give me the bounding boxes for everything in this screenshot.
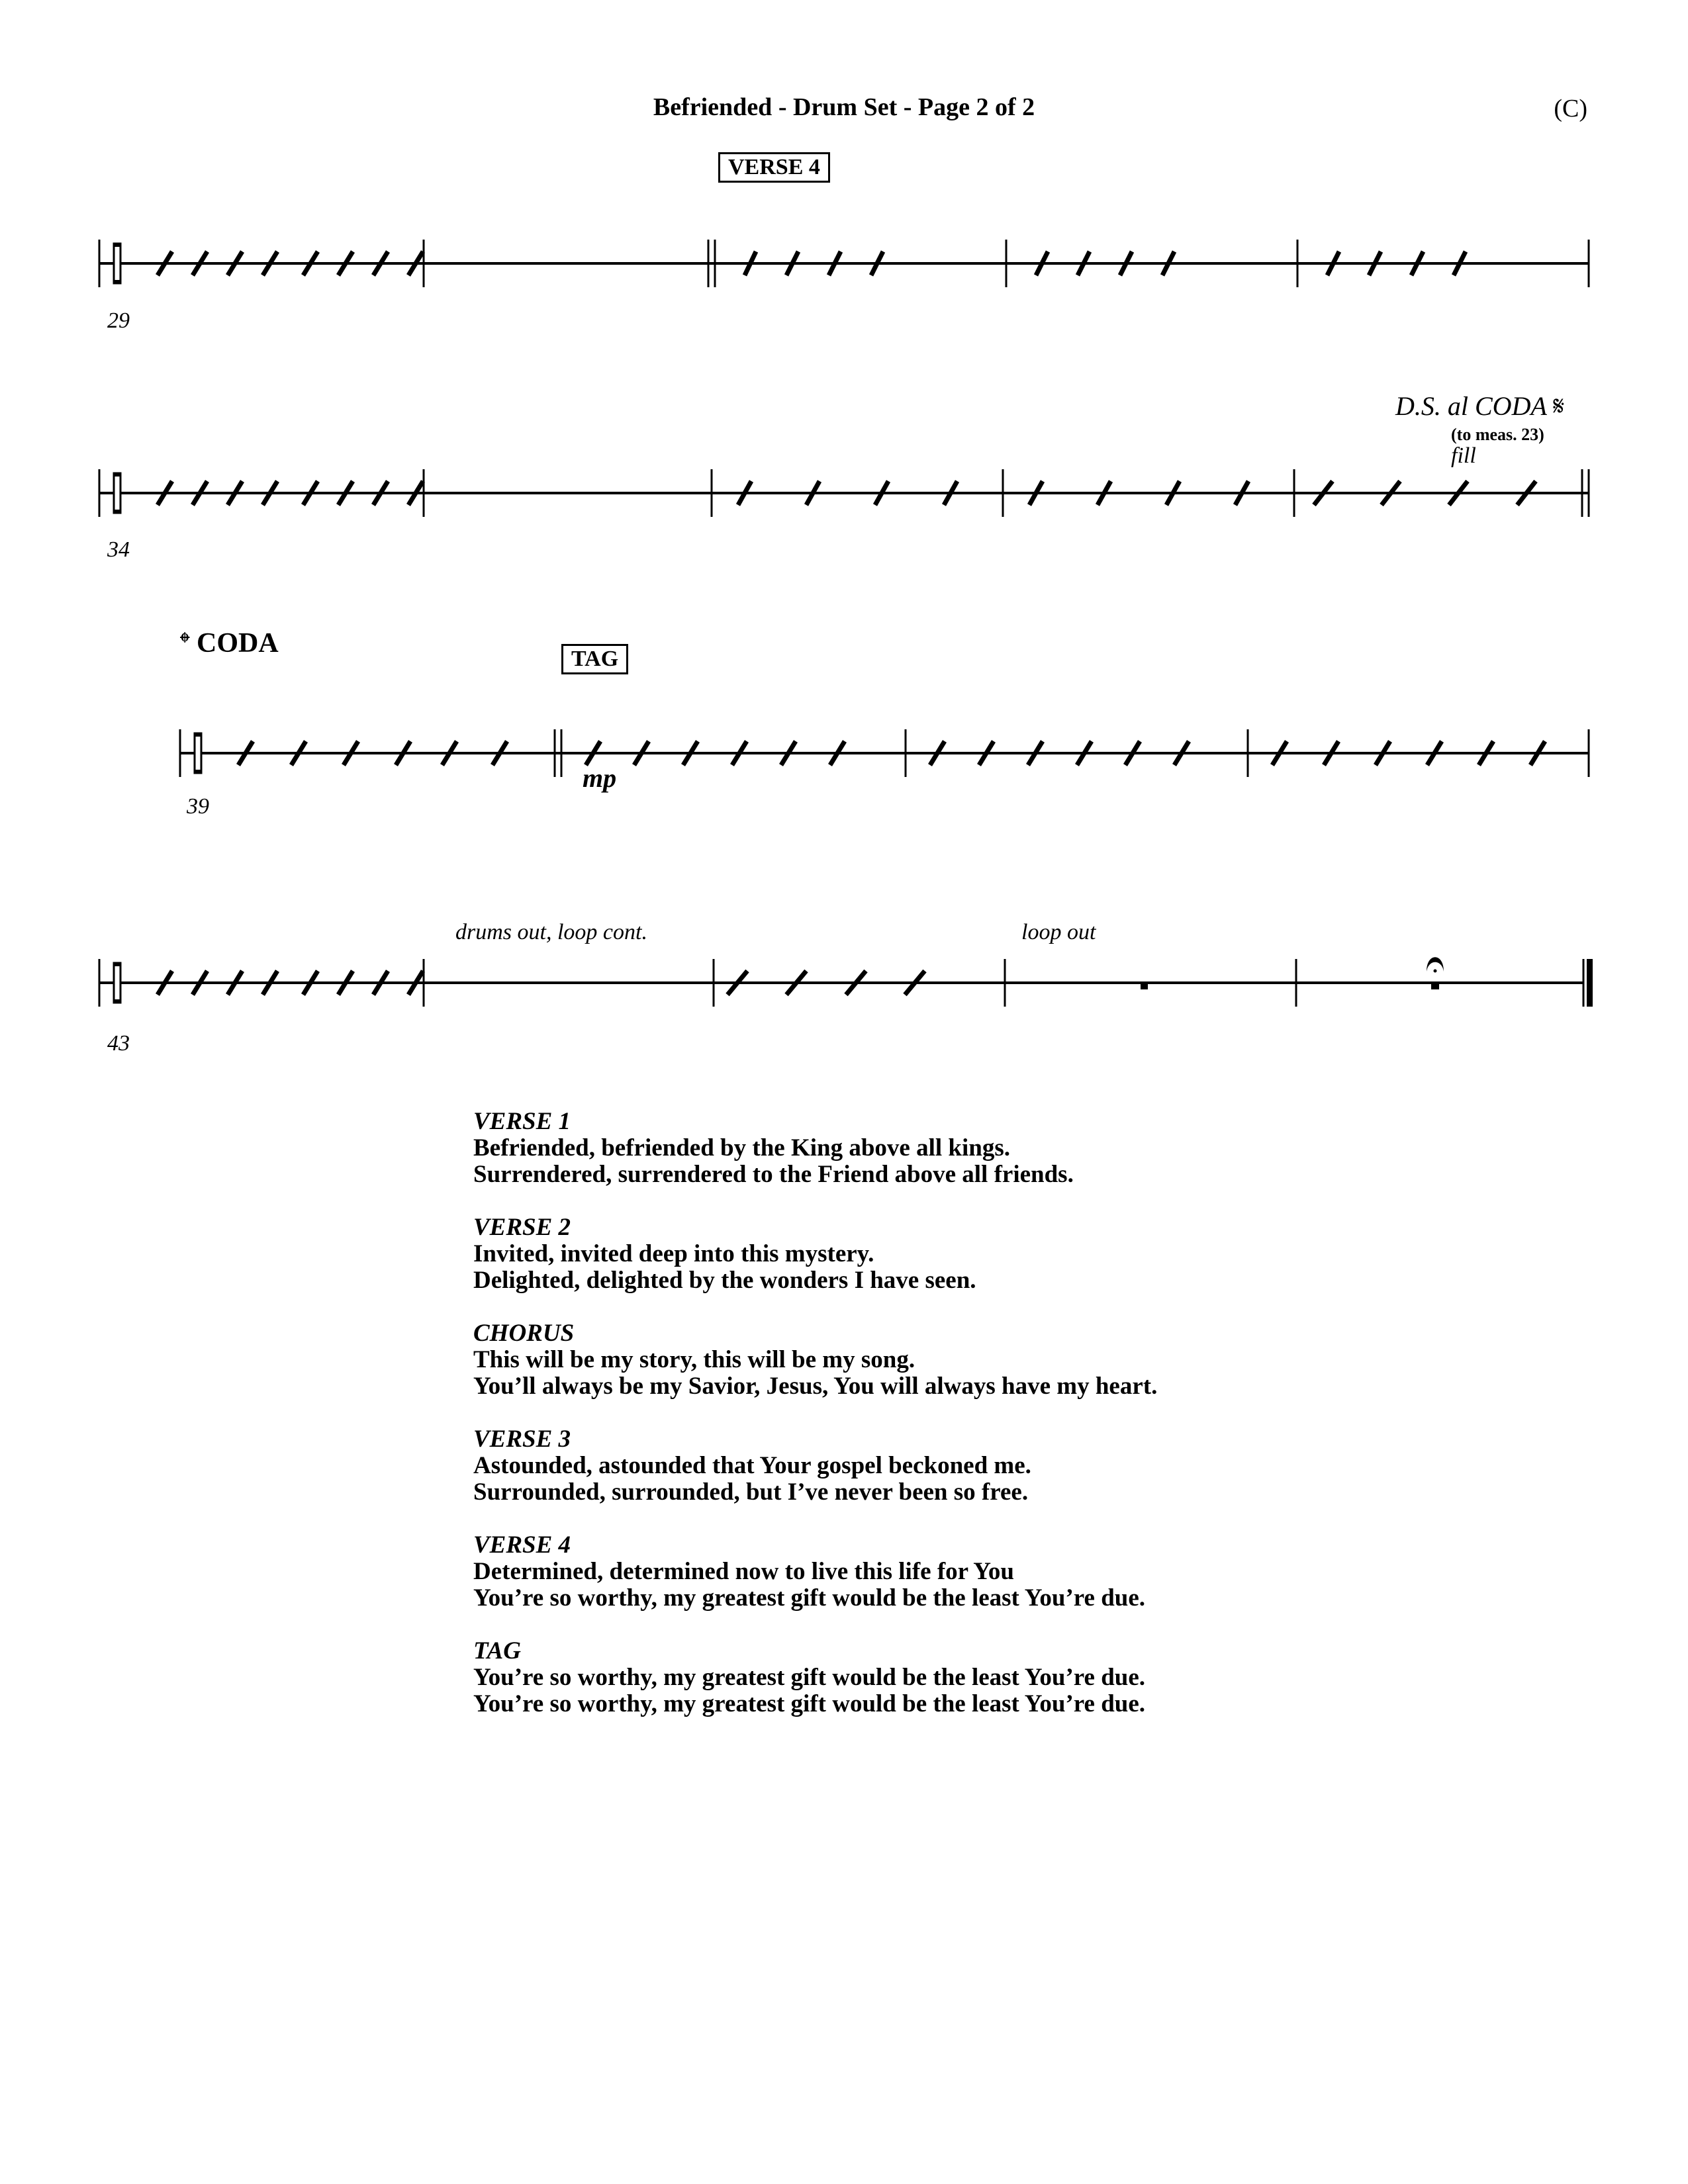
percussion-clef-icon bbox=[113, 962, 121, 1003]
percussion-clef-icon bbox=[113, 473, 121, 514]
measure-number: 43 bbox=[107, 1031, 130, 1056]
measure-number: 29 bbox=[107, 308, 130, 333]
lyrics-section-verse-4 bbox=[473, 1532, 1157, 1612]
ds-label: D.S. al CODA bbox=[1395, 391, 1547, 421]
measure-number: 34 bbox=[107, 537, 130, 562]
lyric-line: You’re so worthy, my greatest gift would be the least You’re due. bbox=[473, 1664, 1146, 1691]
lyric-line: Invited, invited deep into this mystery. bbox=[473, 1240, 874, 1267]
lyric-line: You’ll always be my Savior, Jesus, You will always have my heart. bbox=[473, 1373, 1158, 1400]
drums-out-annotation: drums out, loop cont. bbox=[455, 920, 647, 944]
lyric-line: You’re so worthy, my greatest gift would be the least You’re due. bbox=[473, 1690, 1146, 1717]
staff-system-4 bbox=[0, 885, 1688, 1083]
lyric-line: Befriended, befriended by the King above all kings. bbox=[473, 1134, 1010, 1161]
section-label: VERSE 1 bbox=[473, 1108, 571, 1135]
lyrics-section-chorus bbox=[473, 1320, 1157, 1400]
lyric-line: This will be my story, this will be my song. bbox=[473, 1346, 915, 1373]
lyric-line: Surrounded, surrounded, but I’ve never been so free. bbox=[473, 1479, 1029, 1506]
rehearsal-mark-tag: TAG bbox=[561, 644, 628, 674]
measure-number: 39 bbox=[187, 794, 209, 819]
section-label: CHORUS bbox=[473, 1320, 575, 1347]
section-label: VERSE 2 bbox=[473, 1214, 571, 1241]
page-title: Befriended - Drum Set - Page 2 of 2 bbox=[653, 93, 1035, 121]
whole-rest-icon bbox=[1141, 983, 1148, 989]
lyric-line: Delighted, delighted by the wonders I have seen. bbox=[473, 1267, 976, 1294]
lyric-line: Determined, determined now to live this life for You bbox=[473, 1558, 1014, 1585]
fermata-rest-icon bbox=[1427, 957, 1444, 989]
fill-annotation: fill bbox=[1451, 443, 1476, 468]
final-barline bbox=[1587, 959, 1593, 1007]
section-label: VERSE 3 bbox=[473, 1426, 571, 1453]
coda-icon: 𝄌 bbox=[180, 628, 190, 659]
lyrics-section-verse-1 bbox=[473, 1109, 1157, 1188]
coda-label: CODA bbox=[197, 628, 279, 659]
section-label: VERSE 4 bbox=[473, 1531, 571, 1559]
lyric-line: Surrendered, surrendered to the Friend above all friends. bbox=[473, 1161, 1074, 1188]
staff-system-3 bbox=[0, 655, 1688, 854]
lyrics-section-verse-3 bbox=[473, 1426, 1157, 1506]
lyrics-block bbox=[473, 1109, 1157, 1744]
coda-heading bbox=[180, 627, 279, 659]
dynamic-mp: mp bbox=[583, 763, 617, 793]
staff-system-2 bbox=[0, 395, 1688, 594]
lyric-line: Astounded, astounded that Your gospel beckoned me. bbox=[473, 1452, 1031, 1479]
lyric-line: You’re so worthy, my greatest gift would be the least You’re due. bbox=[473, 1584, 1146, 1612]
loop-out-annotation: loop out bbox=[1021, 920, 1096, 944]
rehearsal-mark-verse-4: VERSE 4 bbox=[718, 152, 830, 183]
segno-icon: 𝄋 bbox=[1553, 391, 1565, 421]
key-indicator: (C) bbox=[1554, 95, 1587, 122]
lyrics-section-verse-2 bbox=[473, 1214, 1157, 1294]
staff-system-1 bbox=[0, 165, 1688, 364]
section-label: TAG bbox=[473, 1637, 521, 1664]
percussion-clef-icon bbox=[194, 733, 202, 774]
lyrics-section-tag bbox=[473, 1638, 1157, 1717]
percussion-clef-icon bbox=[113, 243, 121, 284]
to-measure-text: (to meas. 23) bbox=[1451, 425, 1544, 444]
